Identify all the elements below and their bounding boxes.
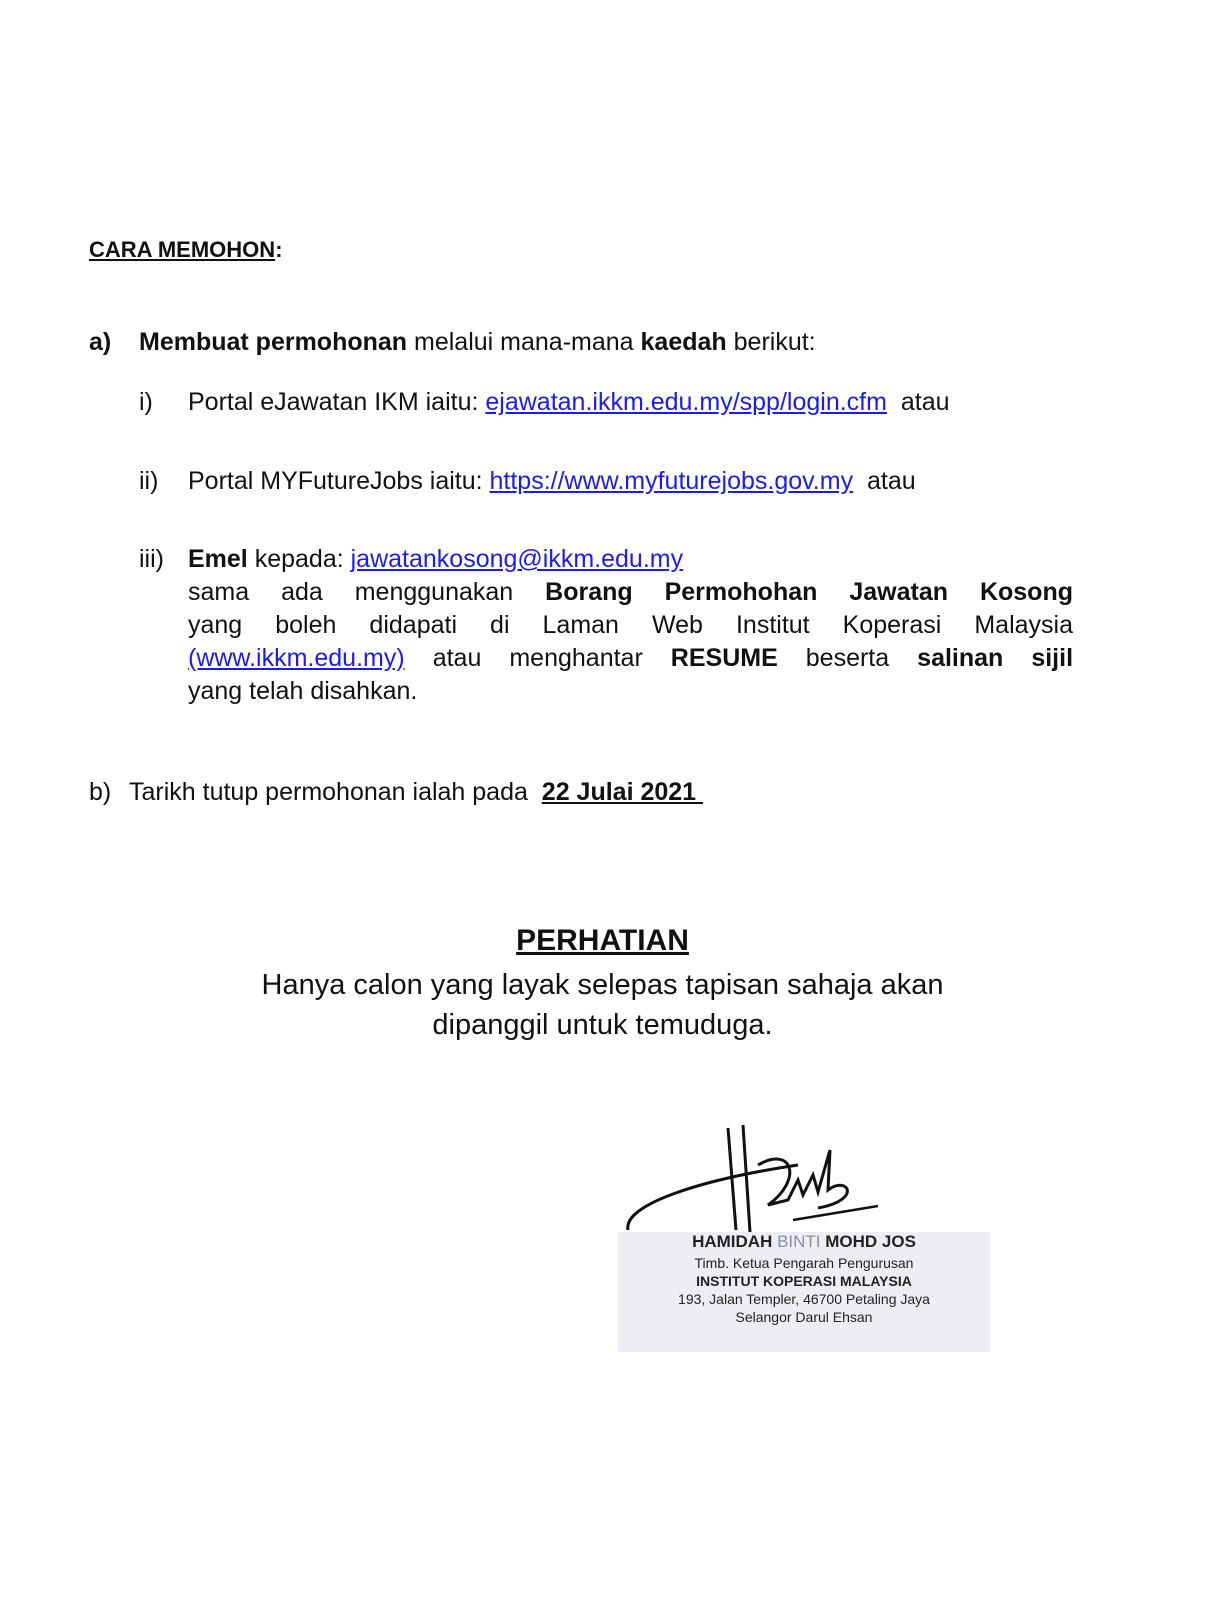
ikkm-website-link[interactable]: (www.ikkm.edu.my) bbox=[188, 644, 405, 672]
signatory-name bbox=[618, 1233, 990, 1251]
item-a-text1: melalui mana-mana bbox=[407, 328, 641, 356]
item-iii-line3: yang boleh didapati di Laman Web Institut Koperasi Malaysia bbox=[188, 611, 1073, 639]
item-b-text: Tarikh tutup permohonan ialah pada bbox=[129, 778, 535, 806]
item-i-suffix: atau bbox=[900, 388, 950, 416]
item-a-bold2: kaedah bbox=[640, 328, 727, 356]
item-iii-line2-bold: Borang Permohohan Jawatan Kosong bbox=[545, 578, 1073, 606]
item-b bbox=[89, 777, 704, 807]
section-heading bbox=[89, 235, 283, 265]
item-i-text: Portal eJawatan IKM iaitu: bbox=[188, 388, 486, 416]
item-i-marker: i) bbox=[139, 388, 153, 416]
signature-icon bbox=[618, 1120, 918, 1240]
item-a-text bbox=[139, 327, 816, 357]
notice-line2: dipanggil untuk temuduga. bbox=[432, 1009, 773, 1041]
signatory-title: Timb. Ketua Pengarah Pengurusan bbox=[694, 1255, 914, 1271]
signatory-address2: Selangor Darul Ehsan bbox=[735, 1309, 873, 1325]
notice-line1: Hanya calon yang layak selepas tapisan sahaja akan bbox=[261, 969, 944, 1001]
notice-title bbox=[0, 924, 1205, 958]
name-part1: HAMIDAH bbox=[692, 1232, 778, 1251]
closing-date: 22 Julai 2021 bbox=[541, 778, 704, 806]
item-iii-line4 bbox=[188, 643, 1073, 673]
item-iii-line4-text1: atau menghantar bbox=[404, 644, 671, 672]
name-part3: MOHD JOS bbox=[820, 1232, 916, 1251]
item-iii-marker: iii) bbox=[139, 545, 164, 573]
item-ii-marker: ii) bbox=[139, 467, 159, 495]
name-part2: BINTI bbox=[777, 1232, 821, 1251]
item-ii-text: Portal MYFutureJobs iaitu: bbox=[188, 467, 490, 495]
item-iii-line5: yang telah disahkan. bbox=[188, 677, 418, 705]
item-i bbox=[139, 387, 950, 417]
item-iii-bold: Emel bbox=[188, 545, 248, 573]
signatory-org: INSTITUT KOPERASI MALAYSIA bbox=[696, 1273, 912, 1289]
item-a-marker: a) bbox=[89, 328, 112, 356]
myfuturejobs-link[interactable]: https://www.myfuturejobs.gov.my bbox=[489, 467, 854, 495]
heading-text: CARA MEMOHON bbox=[89, 237, 276, 262]
item-ii-suffix: atau bbox=[866, 467, 916, 495]
heading-colon: : bbox=[275, 237, 283, 262]
item-iii-line4-bold1: RESUME bbox=[670, 644, 778, 672]
signatory-address1: 193, Jalan Templer, 46700 Petaling Jaya bbox=[678, 1291, 930, 1307]
item-iii-text: kepada: bbox=[247, 545, 351, 573]
item-a-text2: berikut: bbox=[726, 328, 816, 356]
item-ii bbox=[139, 466, 916, 496]
item-a bbox=[89, 327, 816, 357]
item-iii-marker-line bbox=[139, 544, 684, 574]
item-iii-line2-text: sama ada menggunakan bbox=[188, 578, 546, 606]
item-iii-line2 bbox=[188, 577, 1073, 607]
ejawatan-link[interactable]: ejawatan.ikkm.edu.my/spp/login.cfm bbox=[485, 388, 887, 416]
email-link[interactable]: jawatankosong@ikkm.edu.my bbox=[350, 545, 684, 573]
item-b-marker: b) bbox=[89, 778, 112, 806]
item-iii-line4-bold2: salinan sijil bbox=[917, 644, 1074, 672]
notice-title-text: PERHATIAN bbox=[516, 924, 689, 957]
item-a-bold1: Membuat permohonan bbox=[139, 328, 408, 356]
item-iii-line4-text2: beserta bbox=[777, 644, 918, 672]
